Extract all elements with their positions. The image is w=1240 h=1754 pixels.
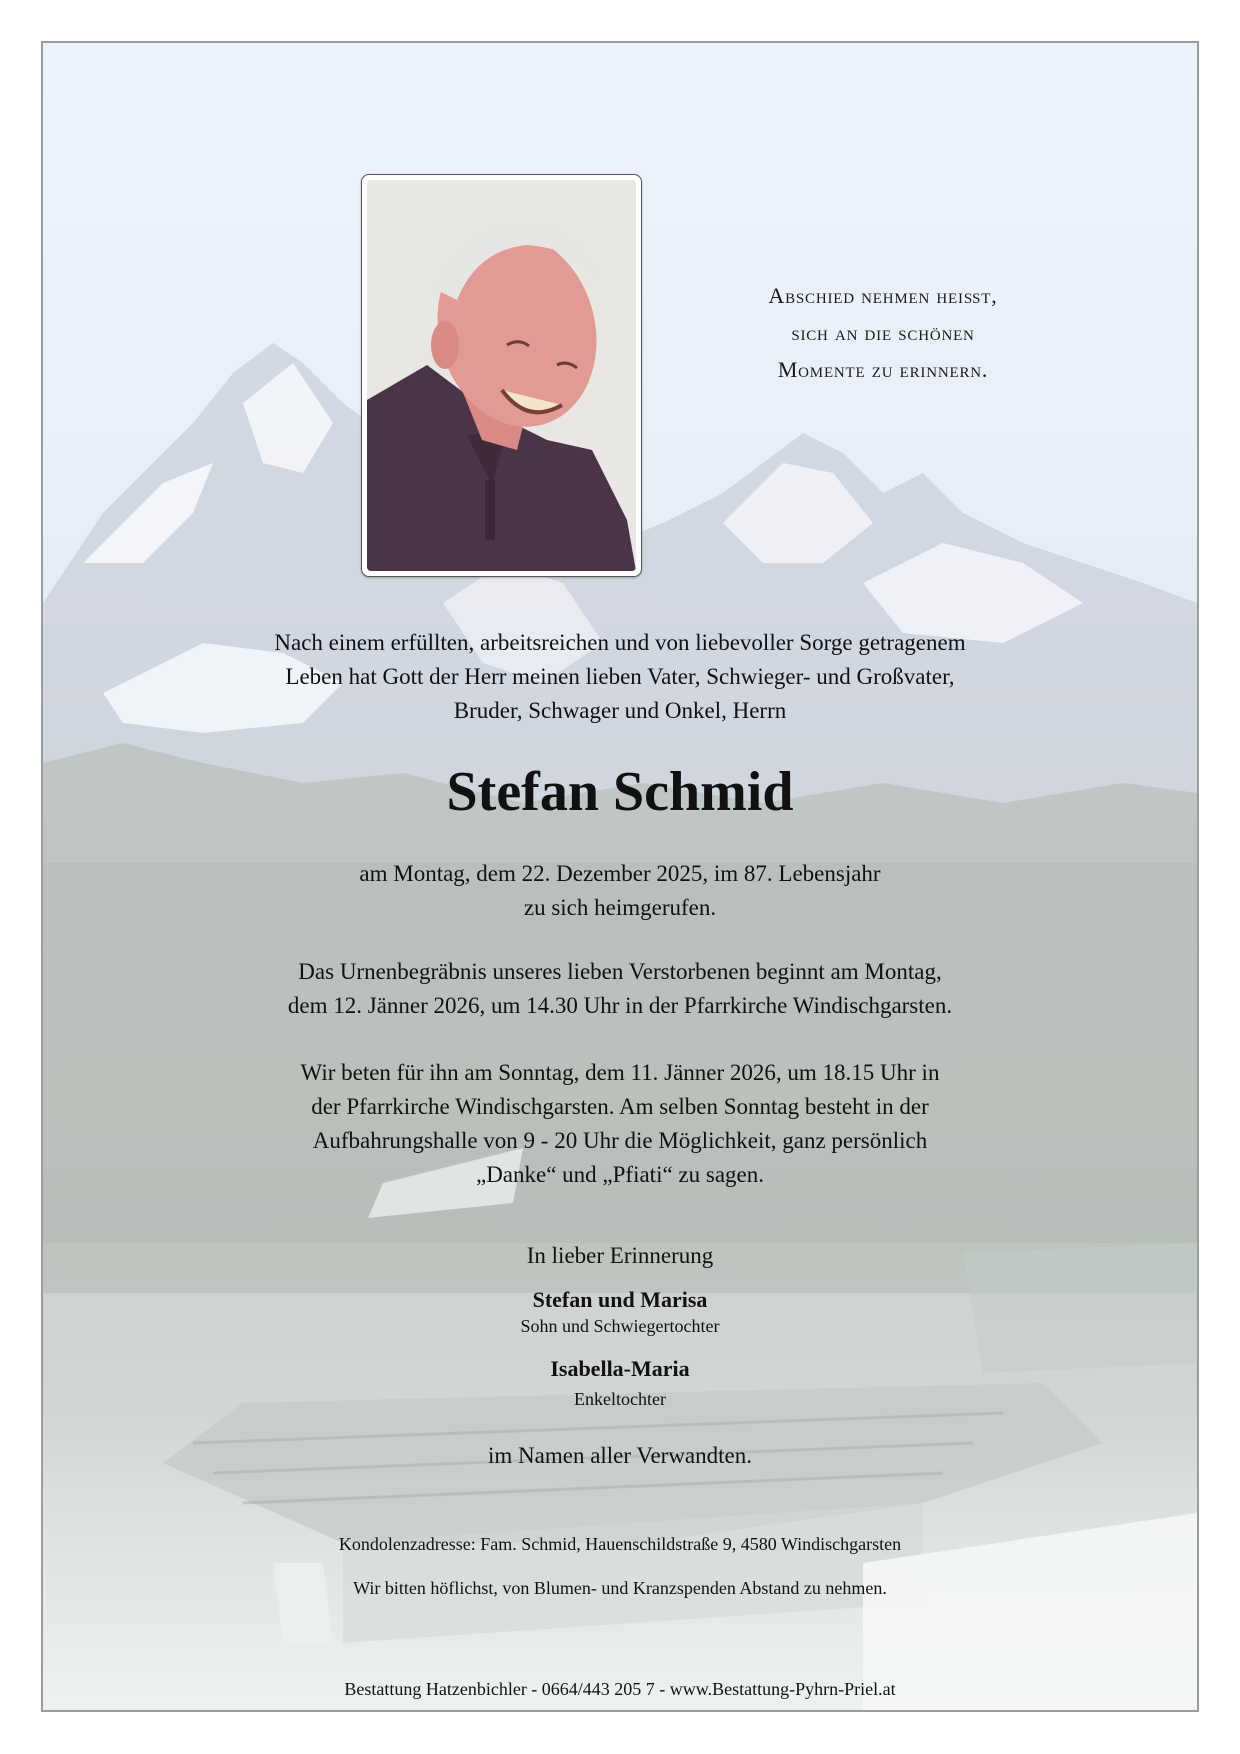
prayer-line: Aufbahrungshalle von 9 - 20 Uhr die Möglichkeit, ganz persönlich <box>312 1128 928 1153</box>
intro-text <box>41 626 1199 728</box>
prayer-line: der Pfarrkirche Windischgarsten. Am selben Sonntag besteht in der <box>311 1094 929 1119</box>
mourner-relation: Sohn und Schwiegertochter <box>520 1316 720 1336</box>
prayer-info <box>41 1056 1199 1192</box>
death-notice <box>41 857 1199 925</box>
mourners-closing: im Namen aller Verwandten. <box>488 1443 752 1468</box>
deceased-name: Stefan Schmid <box>446 761 794 823</box>
mourner-relation: Enkeltochter <box>574 1389 666 1409</box>
intro-line: Nach einem erfüllten, arbeitsreichen und von liebevoller Sorge getragenem <box>274 630 966 655</box>
burial-info <box>41 955 1199 1023</box>
portrait-image <box>367 180 636 571</box>
condolence-address: Kondolenzadresse: Fam. Schmid, Hauenschildstraße 9, 4580 Windischgarsten <box>338 1534 902 1554</box>
funeral-home-footer: Bestattung Hatzenbichler - 0664/443 205 7 - www.Bestattung-Pyhrn-Priel.at <box>344 1679 896 1699</box>
mourner-name: Stefan und Marisa <box>532 1287 708 1312</box>
burial-line: dem 12. Jänner 2026, um 14.30 Uhr in der Pfarrkirche Windischgarsten. <box>287 993 953 1018</box>
death-line: am Montag, dem 22. Dezember 2025, im 87. Lebensjahr <box>359 861 881 886</box>
death-line: zu sich heimgerufen. <box>523 895 717 920</box>
intro-line: Bruder, Schwager und Onkel, Herrn <box>453 698 787 723</box>
quote-line: Abschied nehmen heißt, <box>768 283 998 308</box>
quote-line: sich an die schönen <box>791 320 975 345</box>
portrait-photo <box>361 174 642 577</box>
flowers-request: Wir bitten höflichst, von Blumen- und Kranzspenden Abstand zu nehmen. <box>353 1578 887 1598</box>
mourner-name: Isabella-Maria <box>550 1356 690 1381</box>
prayer-line: Wir beten für ihn am Sonntag, dem 11. Jänner 2026, um 18.15 Uhr in <box>300 1060 940 1085</box>
farewell-quote <box>733 283 1033 394</box>
intro-line: Leben hat Gott der Herr meinen lieben Vater, Schwieger- und Großvater, <box>285 664 955 689</box>
quote-line: Momente zu erinnern. <box>777 357 989 382</box>
mourners-heading: In lieber Erinnerung <box>526 1243 714 1268</box>
prayer-line: „Danke“ und „Pfiati“ zu sagen. <box>475 1162 765 1187</box>
burial-line: Das Urnenbegräbnis unseres lieben Verstorbenen beginnt am Montag, <box>298 959 942 984</box>
